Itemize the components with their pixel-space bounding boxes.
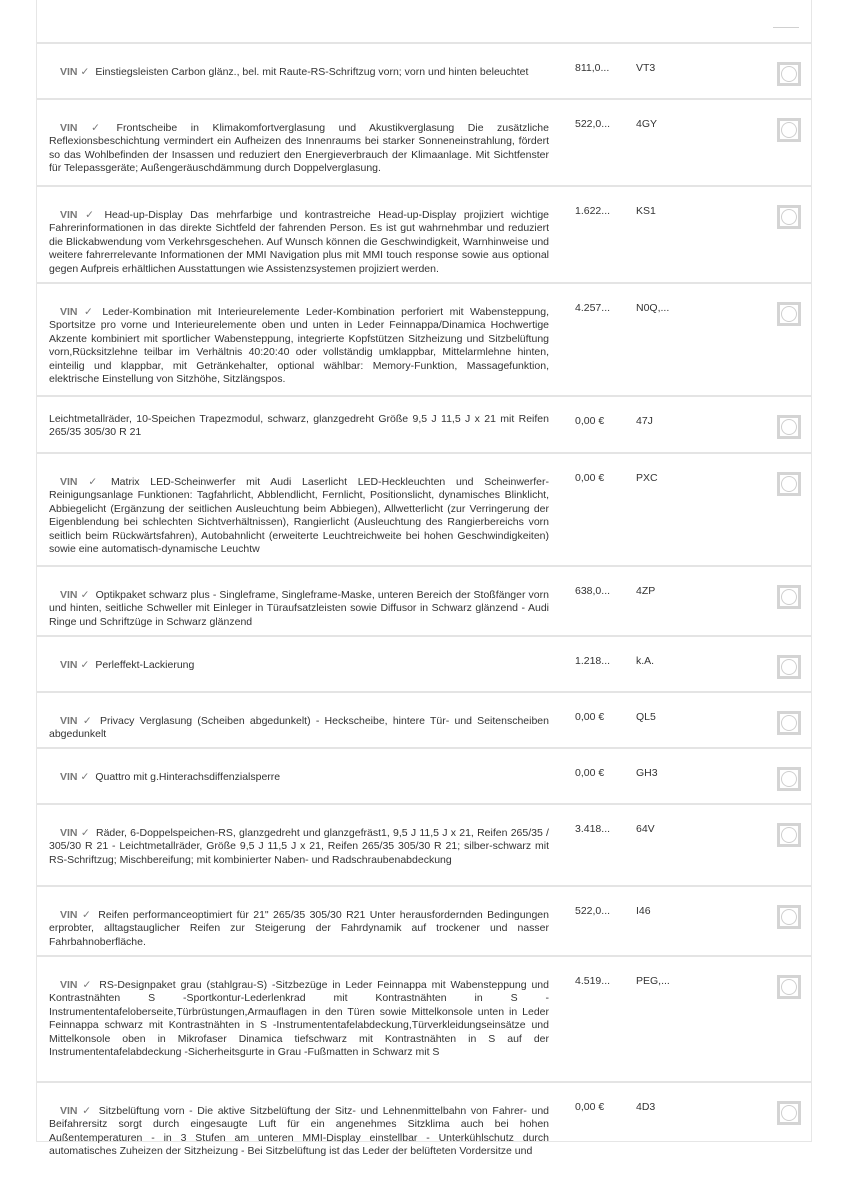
select-radio[interactable] (777, 205, 801, 229)
table-top-strip (37, 0, 811, 44)
select-radio[interactable] (777, 472, 801, 496)
option-code: 64V (636, 823, 655, 835)
check-icon: ✓ (80, 771, 90, 783)
option-price: 638,0... (575, 585, 611, 597)
option-row (37, 44, 811, 100)
vin-badge (60, 715, 94, 727)
option-description (49, 715, 549, 742)
vin-label: VIN (60, 659, 78, 671)
option-price: 0,00 € (575, 767, 605, 779)
select-radio[interactable] (777, 585, 801, 609)
option-text: RS-Designpaket grau (stahlgrau-S) -Sitzbezüge in Leder Feinnappa mit Wabensteppung und Kontrastnähten S -Sportkontur-Lederlenkrad mit Kontrastnähten in S -Instrumententafeloberseite,Türbrüstungen,Armauflagen in den Türen sowie Mittelkonsole unten in Leder Feinnappa schwarz mit Kontrastnähten in S -Instrumententafelabdeckung,Türverkleidungseinsätze und Mittelkonsole oben in Mikrofaser Dinamica tiefschwarz mit Kontrastnähten in S auf der Instrumententafelabdeckung -Sicherheitsgurte in Grau -Fußmatten in Schwarz mit S (49, 979, 549, 1059)
option-row (37, 957, 811, 1083)
select-radio[interactable] (777, 655, 801, 679)
option-code: PXC (636, 472, 658, 484)
option-row (37, 567, 811, 637)
option-description (49, 209, 549, 276)
option-code: PEG,... (636, 975, 670, 987)
option-row (37, 187, 811, 284)
option-row (37, 693, 811, 749)
check-icon: ✓ (80, 909, 93, 921)
option-price: 0,00 € (575, 472, 605, 484)
check-icon: ✓ (80, 66, 90, 78)
options-table (36, 0, 812, 1158)
vin-label: VIN (60, 979, 78, 991)
option-text: Leichtmetallräder, 10-Speichen Trapezmodul, schwarz, glanzgedreht Größe 9,5 J 11,5 J x 21 mit Reifen 265/35 305/30 R 21 (49, 413, 549, 439)
check-icon: ✓ (80, 979, 94, 991)
option-text: Frontscheibe in Klimakomfortverglasung und Akustikverglasung Die zusätzliche Reflexionsbeschichtung vermindert ein Aufheizen des Innenraums bei starker Sonneneinstrahlung, fördert so das Wohlbefinden der Insassen und reduziert den Energieverbrauch der Klimaanlage. Mit Sichtfenster für Telepassgeräte; Außengeräuschdämmung durch Doppelverglasung. (49, 122, 549, 175)
check-icon: ✓ (80, 827, 90, 839)
select-radio[interactable] (777, 118, 801, 142)
vin-label: VIN (60, 66, 78, 78)
divider (773, 27, 799, 28)
vin-label: VIN (60, 589, 78, 601)
select-radio[interactable] (777, 415, 801, 439)
check-icon: ✓ (80, 589, 90, 601)
option-row (37, 100, 811, 187)
vin-badge (60, 306, 96, 318)
option-text: Privacy Verglasung (Scheiben abgedunkelt) - Heckscheibe, hintere Tür- und Seitenscheiben abgedunkelt (49, 715, 549, 741)
option-text: Matrix LED-Scheinwerfer mit Audi Laserlicht LED-Heckleuchten und Scheinwerfer-Reinigungsanlage Funktionen: Tagfahrlicht, Abblendlicht, Fernlicht, Positionslicht, dynamisches Blinklicht, Abbiegelicht (Ergänzung der seitlichen Ausleuchtung beim Abbiegen), Allwetterlicht (zur Verringerung der Eigenblendung bei schlechten Sichtverhältnissen), Rangierlicht (Ausleuchtung des Rangierbereichs vorn seitlich beim Rückwärtsfahren), Autobahnlicht (erweiterte Leuchtreichweite bei hohen Geschwindigkeiten) sowie eine automatisch-dynamische Leuchtw (49, 476, 549, 556)
select-radio[interactable] (777, 62, 801, 86)
option-description (49, 413, 549, 440)
option-price: 0,00 € (575, 711, 605, 723)
vin-badge (60, 827, 90, 839)
vin-label: VIN (60, 306, 78, 318)
option-price: 1.622... (575, 205, 611, 217)
option-description (49, 476, 549, 556)
select-radio[interactable] (777, 905, 801, 929)
option-text: Einstiegsleisten Carbon glänz., bel. mit Raute-RS-Schriftzug vorn; vorn und hinten beleuchtet (95, 66, 529, 78)
option-text: Optikpaket schwarz plus - Singleframe, Singleframe-Maske, unteren Bereich der Stoßfänger vorn und hinten, seitliche Schweller mit Einleger in Türaufsatzleisten sowie Diffusor in Schwarz glänzend - Audi Ringe und Schriftzüge in Schwarz glänzend (49, 589, 549, 628)
option-row (37, 397, 811, 454)
option-text: Perleffekt-Lackierung (95, 659, 195, 671)
option-row (37, 1083, 811, 1163)
option-text: Leder-Kombination mit Interieurelemente Leder-Kombination perforiert mit Wabensteppung, Sportsitze pro vorne und Interieurelemente oben und unten in Leder Feinnappa/Dinamica Hochwertige Akzente kombiniert mit sportlicher Wabensteppung, integrierte Kopfstützen Sitzheizung und Sitzbelüftung vorn,Rücksitzlehne teilbar im Verhältnis 40:20:40 oder vollständig umklappbar, Mittelarmlehne hinten, einteilig und klappbar, mit Getränkehalter, optional wählbar: Memory-Funktion, Massagefunktion, elektrische Einstellung von Sitzhöhe, Sitzlängspos. (49, 306, 549, 386)
option-code: 47J (636, 415, 653, 427)
vin-label: VIN (60, 771, 78, 783)
option-row (37, 805, 811, 887)
vin-badge (60, 771, 89, 783)
option-text: Head-up-Display Das mehrfarbige und kontrastreiche Head-up-Display projiziert wichtige Fahrerinformationen in das direkte Sichtfeld der fahrenden Person. Es ist gut wahrnehmbar und reduziert die Blickabwendung vom Verkehrsgeschehen. Auf Wunsch können die Geschwindigkeit, Warnhinweise und weitere fahrerrelevante Informationen der MMI Navigation plus mit MMI touch response sowie aus optional gegen Aufpreis erhältlichen Ausstattungen wie Assistenzsystemen projiziert werden. (49, 209, 549, 275)
vin-label: VIN (60, 909, 78, 921)
option-code: 4D3 (636, 1101, 656, 1113)
option-row (37, 637, 811, 693)
check-icon: ✓ (80, 1105, 93, 1117)
option-text: Räder, 6-Doppelspeichen-RS, glanzgedreht und glanzgefräst1, 9,5 J 11,5 J x 21, Reifen 265/35 / 305/30 R 21 - Leichtmetallräder, Größe 9,5 J 11,5 J x 21, Reifen 265/35 305/30 R 21; silber-schwarz mit RS-Schriftzug; Mischbereifung; mit kombinierter Naben- und Radschraubenabdeckung (49, 827, 549, 866)
vin-badge (60, 589, 90, 601)
option-text: Reifen performanceoptimiert für 21" 265/35 305/30 R21 Unter herausfordernden Bedingungen erprobter, alltagstauglicher Reifen zur Steigerung der Fahrdynamik auf trockener und nasser Fahrbahnoberfläche. (49, 909, 549, 948)
option-price: 522,0... (575, 905, 611, 917)
option-row (37, 749, 811, 805)
option-price: 0,00 € (575, 1101, 605, 1113)
option-price: 3.418... (575, 823, 611, 835)
check-icon: ✓ (80, 122, 111, 134)
option-code: I46 (636, 905, 651, 917)
option-description (49, 589, 549, 629)
option-text: Quattro mit g.Hinterachsdiffenzialsperre (95, 771, 281, 783)
option-code: GH3 (636, 767, 658, 779)
option-description (49, 1105, 549, 1159)
vin-badge (60, 476, 105, 488)
vin-badge (60, 979, 93, 991)
option-description (49, 306, 549, 386)
vin-label: VIN (60, 827, 78, 839)
option-code: QL5 (636, 711, 656, 723)
vin-badge (60, 659, 89, 671)
option-price: 4.519... (575, 975, 611, 987)
option-row (37, 284, 811, 397)
vin-badge (60, 122, 111, 134)
option-description (49, 771, 549, 784)
option-description (49, 979, 549, 1059)
option-code: k.A. (636, 655, 655, 667)
option-price: 1.218... (575, 655, 611, 667)
option-code: 4GY (636, 118, 658, 130)
vin-badge (60, 66, 89, 78)
vin-badge (60, 1105, 93, 1117)
option-code: KS1 (636, 205, 656, 217)
option-code: 4ZP (636, 585, 656, 597)
option-description (49, 909, 549, 949)
check-icon: ✓ (80, 659, 90, 671)
vin-label: VIN (60, 1105, 78, 1117)
vin-label: VIN (60, 476, 78, 488)
vin-badge (60, 909, 92, 921)
option-price: 811,0... (575, 62, 610, 74)
option-price: 0,00 € (575, 415, 605, 427)
select-radio[interactable] (777, 823, 801, 847)
select-radio[interactable] (777, 302, 801, 326)
vin-label: VIN (60, 715, 78, 727)
check-icon: ✓ (80, 715, 94, 727)
option-row (37, 887, 811, 957)
check-icon: ✓ (80, 209, 99, 221)
check-icon: ✓ (80, 306, 97, 318)
option-row (37, 454, 811, 567)
check-icon: ✓ (80, 476, 105, 488)
option-text: Sitzbelüftung vorn - Die aktive Sitzbelüftung der Sitz- und Lehnenmittelbahn von Fahrer- und Beifahrersitz sorgt durch eingesaugte Luft für ein angenehmes Sitzklima auch bei hohen Außentemperaturen - in 3 Stufen am unteren MMI-Display einstellbar - Unterkühlschutz durch automatisches Zuheizen der Sitzheizung - Bei Sitzbelüftung ist das Leder der belüfteten Vordersitze und (49, 1105, 549, 1158)
select-radio[interactable] (777, 975, 801, 999)
option-price: 522,0... (575, 118, 611, 130)
select-radio[interactable] (777, 711, 801, 735)
option-price: 4.257... (575, 302, 611, 314)
option-code: N0Q,... (636, 302, 670, 314)
select-radio[interactable] (777, 767, 801, 791)
option-description (49, 827, 549, 867)
vin-label: VIN (60, 209, 78, 221)
vin-badge (60, 209, 98, 221)
option-rows (37, 44, 811, 1163)
select-radio[interactable] (777, 1101, 801, 1125)
option-description (49, 66, 549, 79)
option-description (49, 659, 549, 672)
option-code: VT3 (636, 62, 656, 74)
vin-label: VIN (60, 122, 78, 134)
option-description (49, 122, 549, 176)
